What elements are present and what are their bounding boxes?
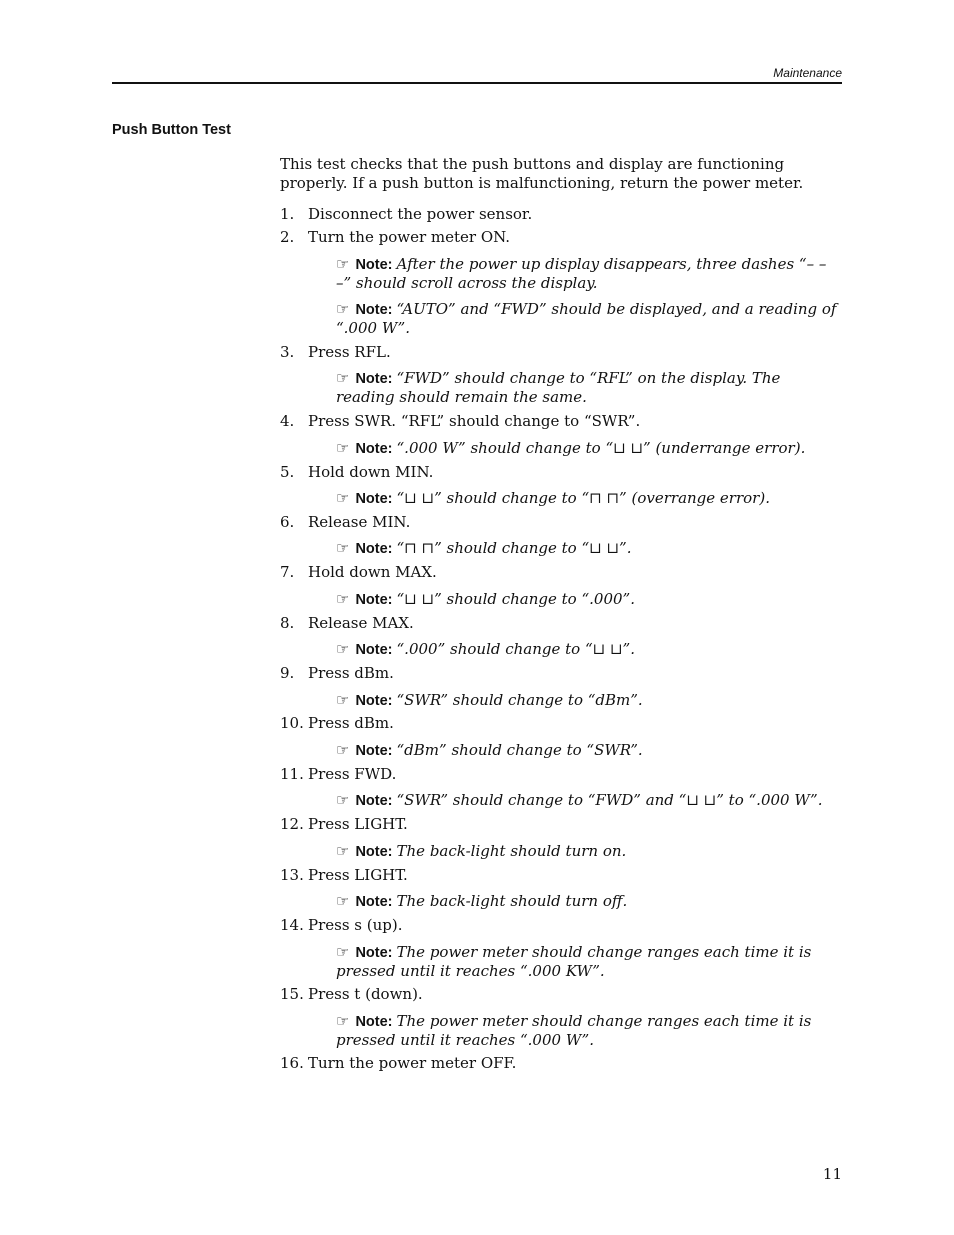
step-text: Turn the power meter ON. (308, 228, 511, 246)
step-number: 8. (280, 614, 295, 632)
section-title: Push Button Test (112, 122, 231, 138)
step-text: Hold down MIN. (308, 463, 434, 481)
step-item (280, 985, 423, 1004)
note-label: Note: (355, 257, 393, 273)
step-text: Press s (up). (308, 916, 403, 934)
step-item (280, 916, 403, 935)
pointing-hand-icon: ☞ (336, 741, 350, 759)
pointing-hand-icon: ☞ (336, 943, 350, 961)
step-text: Release MIN. (308, 513, 411, 531)
note-text: “SWR” should change to “FWD” and “⊔ ⊔” to “.000 W”. (396, 791, 823, 809)
step-number: 1. (280, 205, 295, 223)
note-label: Note: (355, 371, 393, 387)
header-rule (112, 82, 842, 84)
pointing-hand-icon: ☞ (336, 369, 350, 387)
pointing-hand-icon: ☞ (336, 300, 350, 318)
pointing-hand-icon: ☞ (336, 1012, 350, 1030)
step-item (280, 765, 396, 784)
step-text: Press RFL. (308, 343, 391, 361)
page-number: 11 (822, 1165, 842, 1183)
step-text: Press LIGHT. (308, 866, 408, 884)
note-text: “.000 W” should change to “⊔ ⊔” (underrange error). (396, 439, 806, 457)
note (336, 439, 842, 458)
step-number: 2. (280, 228, 295, 246)
step-item (280, 513, 410, 532)
step-number: 4. (280, 412, 295, 430)
note-text: The power meter should change ranges each time it is pressed until it reaches “.000 W”. (336, 1012, 812, 1049)
note-label: Note: (355, 642, 393, 658)
note-text: “⊔ ⊔” should change to “⊓ ⊓” (overrange error). (396, 489, 770, 507)
note-label: Note: (355, 945, 393, 961)
step-text: Press SWR. “RFL” should change to “SWR”. (308, 412, 641, 430)
step-number: 3. (280, 343, 295, 361)
step-item (280, 343, 391, 362)
step-text: Press dBm. (308, 714, 394, 732)
step-item (280, 563, 437, 582)
note (336, 892, 842, 911)
step-number: 13. (280, 866, 304, 884)
note-label: Note: (355, 491, 393, 507)
step-number: 15. (280, 985, 304, 1003)
note-text: “SWR” should change to “dBm”. (396, 691, 643, 709)
note (336, 369, 842, 406)
note-text: The back-light should turn on. (396, 842, 627, 860)
pointing-hand-icon: ☞ (336, 640, 350, 658)
note-text: “.000” should change to “⊔ ⊔”. (396, 640, 635, 658)
note (336, 791, 842, 810)
note-text: After the power up display disappears, three dashes “– – –” should scroll across the display. (336, 255, 827, 292)
pointing-hand-icon: ☞ (336, 691, 350, 709)
pointing-hand-icon: ☞ (336, 439, 350, 457)
note (336, 539, 842, 558)
step-item (280, 815, 408, 834)
intro-paragraph: This test checks that the push buttons and display are functioning properly. If a push button is malfunctioning, return the power meter. (280, 155, 804, 192)
note (336, 691, 842, 710)
step-item (280, 1054, 516, 1073)
note-text: “FWD” should change to “RFL” on the display. The reading should remain the same. (336, 369, 781, 406)
note (336, 1012, 842, 1049)
step-text: Press t (down). (308, 985, 423, 1003)
step-number: 11. (280, 765, 304, 783)
note (336, 943, 842, 980)
pointing-hand-icon: ☞ (336, 892, 350, 910)
pointing-hand-icon: ☞ (336, 842, 350, 860)
step-text: Press dBm. (308, 664, 394, 682)
note-label: Note: (355, 441, 393, 457)
note-label: Note: (355, 793, 393, 809)
pointing-hand-icon: ☞ (336, 791, 350, 809)
pointing-hand-icon: ☞ (336, 255, 350, 273)
note-label: Note: (355, 302, 393, 318)
note-text: “⊔ ⊔” should change to “.000”. (396, 590, 635, 608)
step-number: 12. (280, 815, 304, 833)
note-label: Note: (355, 1014, 393, 1030)
step-number: 16. (280, 1054, 304, 1072)
step-number: 14. (280, 916, 304, 934)
pointing-hand-icon: ☞ (336, 590, 350, 608)
note (336, 842, 842, 861)
note-label: Note: (355, 592, 393, 608)
step-item (280, 614, 414, 633)
note-text: “⊓ ⊓” should change to “⊔ ⊔”. (396, 539, 632, 557)
step-text: Hold down MAX. (308, 563, 437, 581)
step-number: 7. (280, 563, 295, 581)
note-label: Note: (355, 844, 393, 860)
step-item (280, 412, 640, 431)
note (336, 741, 842, 760)
step-item (280, 228, 510, 247)
step-item (280, 866, 408, 885)
note (336, 640, 842, 659)
note-label: Note: (355, 743, 393, 759)
note-text: “AUTO” and “FWD” should be displayed, and a reading of “.000 W”. (336, 300, 837, 337)
note (336, 489, 842, 508)
note (336, 255, 842, 292)
pointing-hand-icon: ☞ (336, 489, 350, 507)
step-item (280, 463, 433, 482)
note (336, 300, 842, 337)
step-item (280, 664, 394, 683)
running-header: Maintenance (773, 66, 842, 80)
step-number: 5. (280, 463, 295, 481)
note-text: The power meter should change ranges each time it is pressed until it reaches “.000 KW”. (336, 943, 812, 980)
step-number: 6. (280, 513, 295, 531)
note-label: Note: (355, 894, 393, 910)
pointing-hand-icon: ☞ (336, 539, 350, 557)
step-item (280, 205, 532, 224)
step-text: Press LIGHT. (308, 815, 408, 833)
step-number: 9. (280, 664, 295, 682)
note-label: Note: (355, 693, 393, 709)
step-item (280, 714, 394, 733)
note-text: “dBm” should change to “SWR”. (396, 741, 643, 759)
step-text: Release MAX. (308, 614, 414, 632)
note-text: The back-light should turn off. (396, 892, 628, 910)
note-label: Note: (355, 541, 393, 557)
step-number: 10. (280, 714, 304, 732)
step-text: Disconnect the power sensor. (308, 205, 533, 223)
note (336, 590, 842, 609)
step-text: Press FWD. (308, 765, 397, 783)
step-text: Turn the power meter OFF. (308, 1054, 517, 1072)
